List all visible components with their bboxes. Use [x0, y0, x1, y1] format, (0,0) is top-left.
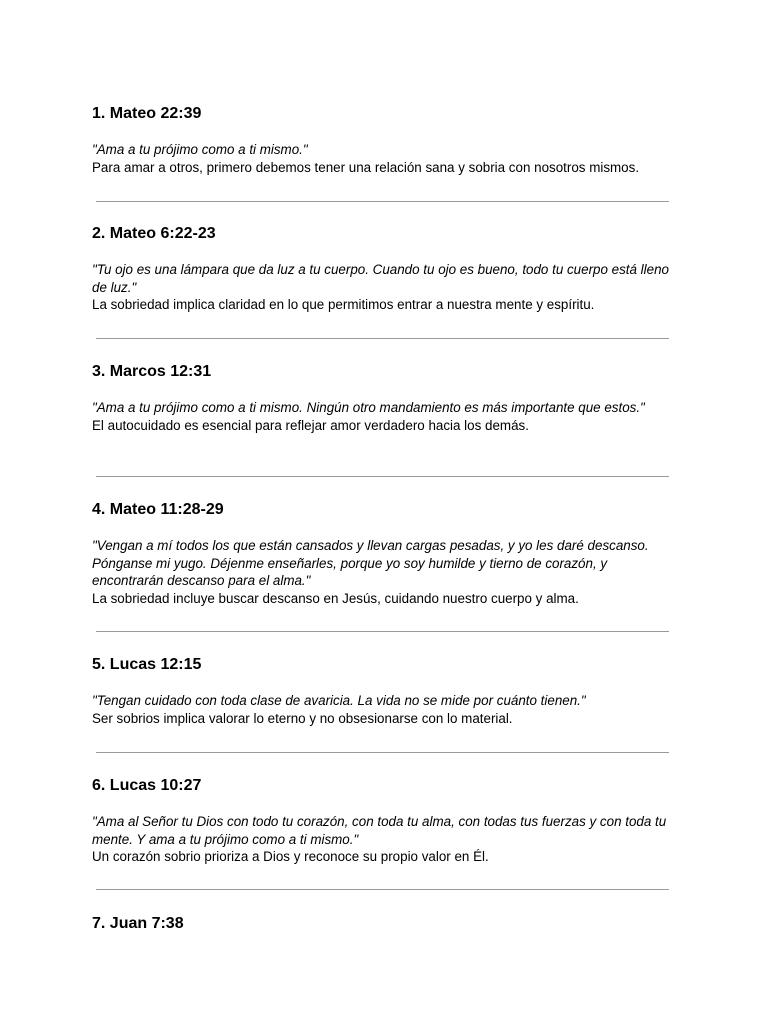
verse-note: Ser sobrios implica valorar lo eterno y no obsesionarse con lo material.: [92, 710, 513, 726]
verse-title: 7. Juan 7:38: [92, 915, 184, 932]
verse-title: 4. Mateo 11:28-29: [92, 501, 224, 518]
verse-entry-5: [92, 655, 682, 727]
verse-entry-4: [92, 500, 682, 607]
divider: [96, 476, 669, 477]
verse-quote: "Ama a tu prójimo como a ti mismo.": [92, 142, 308, 157]
verse-title: 1. Mateo 22:39: [92, 105, 202, 122]
divider: [96, 752, 669, 753]
verse-entry-2: [92, 224, 682, 314]
verse-title: 5. Lucas 12:15: [92, 656, 202, 673]
verse-entry-1: [92, 104, 682, 176]
verse-entry-7: [92, 914, 682, 934]
verse-quote: "Ama a tu prójimo como a ti mismo. Ningún otro mandamiento es más importante que estos.": [92, 400, 645, 415]
divider: [96, 201, 669, 202]
verse-title: 3. Marcos 12:31: [92, 363, 212, 380]
verse-note: La sobriedad incluye buscar descanso en Jesús, cuidando nuestro cuerpo y alma.: [92, 590, 579, 606]
verse-title: 2. Mateo 6:22-23: [92, 225, 216, 242]
verse-note: La sobriedad implica claridad en lo que permitimos entrar a nuestra mente y espíritu.: [92, 297, 595, 312]
verse-note: El autocuidado es esencial para reflejar amor verdadero hacia los demás.: [92, 417, 529, 433]
verse-quote: "Ama al Señor tu Dios con todo tu corazón, con toda tu alma, con todas tus fuerzas y con toda tu mente. Y ama a tu prójimo como a ti mismo.": [92, 814, 667, 847]
divider: [96, 338, 669, 339]
verse-title: 6. Lucas 10:27: [92, 777, 202, 794]
verse-entry-6: [92, 776, 682, 866]
verse-note: Para amar a otros, primero debemos tener una relación sana y sobria con nosotros mismos.: [92, 159, 640, 175]
verse-entry-3: [92, 362, 682, 434]
verse-quote: "Tengan cuidado con toda clase de avaricia. La vida no se mide por cuánto tienen.": [92, 693, 586, 708]
verse-quote: "Tu ojo es una lámpara que da luz a tu cuerpo. Cuando tu ojo es bueno, todo tu cuerpo está lleno de luz.": [92, 262, 669, 295]
verse-quote: "Vengan a mí todos los que están cansados y llevan cargas pesadas, y yo les daré descanso. Pónganse mi yugo. Déjenme enseñarles, porque yo soy humilde y tierno de corazón, y encontrarán descanso para el alma.": [92, 538, 649, 588]
divider: [96, 889, 669, 890]
divider: [96, 631, 669, 632]
verse-note: Un corazón sobrio prioriza a Dios y reconoce su propio valor en Él.: [92, 849, 489, 864]
